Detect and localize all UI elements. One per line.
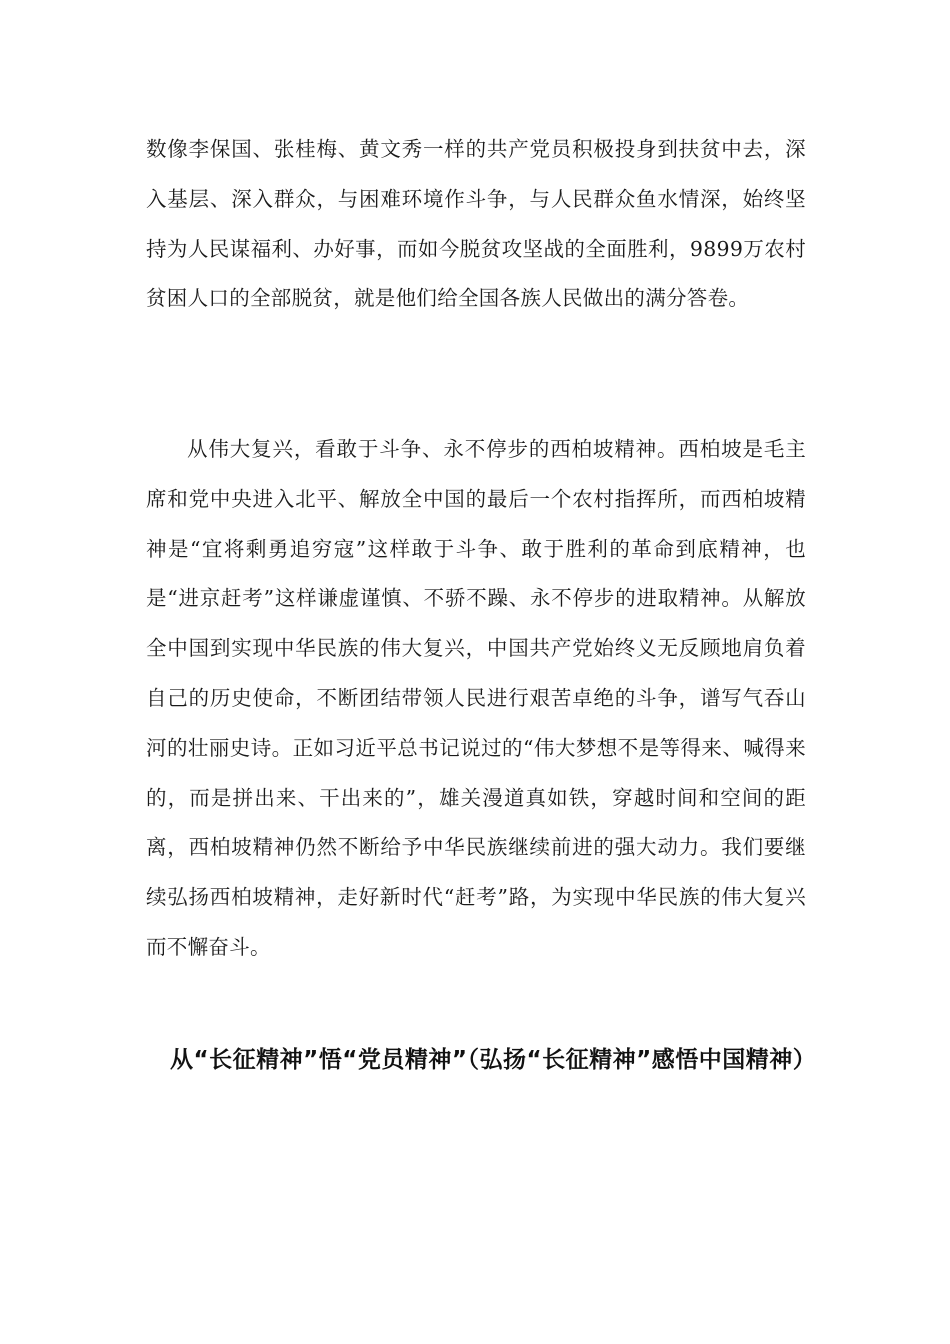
section-heading: 从“长征精神”悟“党员精神”（弘扬“长征精神”感悟中国精神） [170,1047,817,1073]
paragraph-continuation: 数像李保国、张桂梅、黄文秀一样的共产党员积极投身到扶贫中去，深入基层、深入群众，与困难环境作斗争，与人民群众鱼水情深，始终坚持为人民谋福利、办好事，而如今脱贫攻坚战的全面胜利，9899万农村贫困人口的全部脱贫，就是他们给全国各族人民做出的满分答卷。 [146,137,806,311]
paragraph-xibaipo-spirit: 从伟大复兴，看敢于斗争、永不停步的西柏坡精神。西柏坡是毛主席和党中央进入北平、解放全中国的最后一个农村指挥所，而西柏坡精神是“宜将剩勇追穷寇”这样敢于斗争、敢于胜利的革命到底精神，也是“进京赶考”这样谦虚谨慎、不骄不躁、永不停步的进取精神。从解放全中国到实现中华民族的伟大复兴，中国共产党始终义无反顾地肩负着自己的历史使命，不断团结带领人民进行艰苦卓绝的斗争，谱写气吞山河的壮丽史诗。正如习近平总书记说过的“伟大梦想不是等得来、喊得来的，而是拼出来、干出来的”，雄关漫道真如铁，穿越时间和空间的距离，西柏坡精神仍然不断给予中华民族继续前进的强大动力。我们要继续弘扬西柏坡精神，走好新时代“赶考”路，为实现中华民族的伟大复兴而不懈奋斗。 [146,437,806,959]
